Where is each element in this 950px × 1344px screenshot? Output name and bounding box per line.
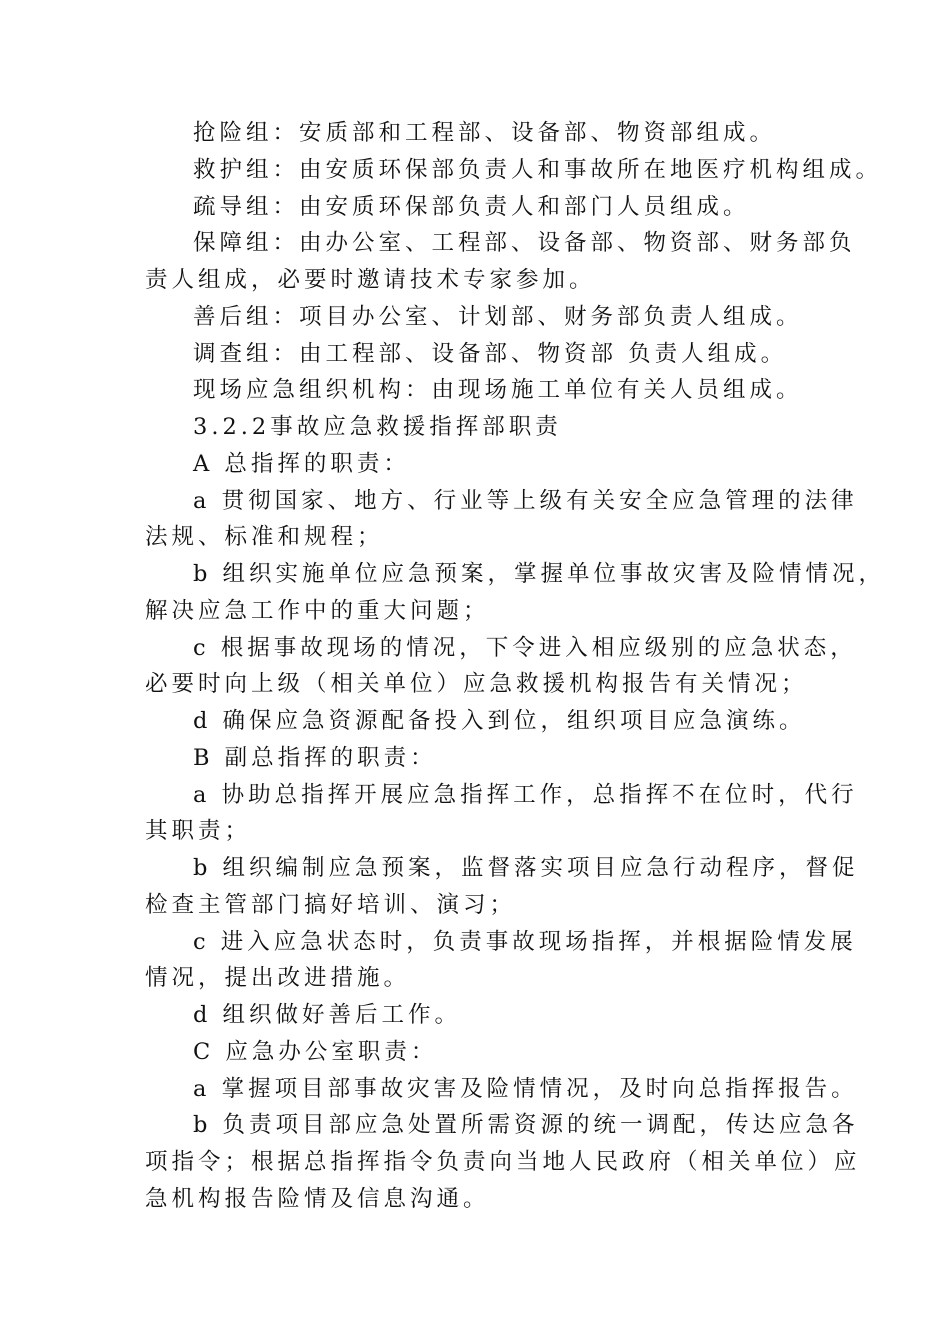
text-line: b 组织实施单位应急预案，掌握单位事故灾害及险情情况， — [193, 561, 886, 587]
text-line: b 组织编制应急预案，监督落实项目应急行动程序，督促 — [193, 855, 859, 881]
text-line: 3.2.2事故应急救援指挥部职责 — [193, 414, 562, 440]
text-line: 保障组：由办公室、工程部、设备部、物资部、财务部负 — [193, 230, 856, 257]
text-line: 必要时向上级（相关单位）应急救援机构报告有关情况； — [145, 671, 808, 698]
text-line: c 根据事故现场的情况，下令进入相应级别的应急状态， — [193, 634, 857, 661]
text-line: A 总指挥的职责： — [193, 450, 410, 477]
text-line: a 协助总指挥开展应急指挥工作，总指挥不在位时，代行 — [193, 781, 858, 808]
text-line: 抢险组：安质部和工程部、设备部、物资部组成。 — [193, 120, 777, 146]
text-line: 法规、标准和规程； — [145, 524, 384, 551]
text-line: 现场应急组织机构：由现场施工单位有关人员组成。 — [193, 377, 803, 404]
text-line: 解决应急工作中的重大问题； — [145, 597, 490, 624]
text-line: 救护组：由安质环保部负责人和事故所在地医疗机构组成。 — [193, 156, 883, 183]
text-line: d 确保应急资源配备投入到位，组织项目应急演练。 — [193, 708, 806, 734]
text-line: d 组织做好善后工作。 — [193, 1002, 462, 1028]
text-line: B 副总指挥的职责： — [193, 744, 437, 771]
document-body — [145, 115, 886, 1218]
text-line: 调查组：由工程部、设备部、物资部 负责人组成。 — [193, 340, 788, 367]
text-line: 项指令；根据总指挥指令负责向当地人民政府（相关单位）应 — [145, 1149, 861, 1175]
text-line: 其职责； — [145, 818, 252, 845]
text-line: 检查主管部门搞好培训、演习； — [145, 891, 517, 918]
text-line: a 贯彻国家、地方、行业等上级有关安全应急管理的法律 — [193, 487, 858, 514]
text-line: b 负责项目部应急处置所需资源的统一调配，传达应急各 — [193, 1112, 859, 1139]
text-line: 责人组成，必要时邀请技术专家参加。 — [145, 267, 596, 293]
text-line: 情况，提出改进措施。 — [145, 965, 411, 992]
text-line: C 应急办公室职责： — [193, 1038, 438, 1065]
text-line: 善后组：项目办公室、计划部、财务部负责人组成。 — [193, 303, 803, 330]
text-line: 急机构报告险情及信息沟通。 — [145, 1185, 490, 1212]
text-line: c 进入应急状态时，负责事故现场指挥，并根据险情发展 — [193, 928, 857, 955]
text-line: 疏导组：由安质环保部负责人和部门人员组成。 — [193, 193, 750, 220]
text-line: a 掌握项目部事故灾害及险情情况，及时向总指挥报告。 — [193, 1075, 858, 1102]
